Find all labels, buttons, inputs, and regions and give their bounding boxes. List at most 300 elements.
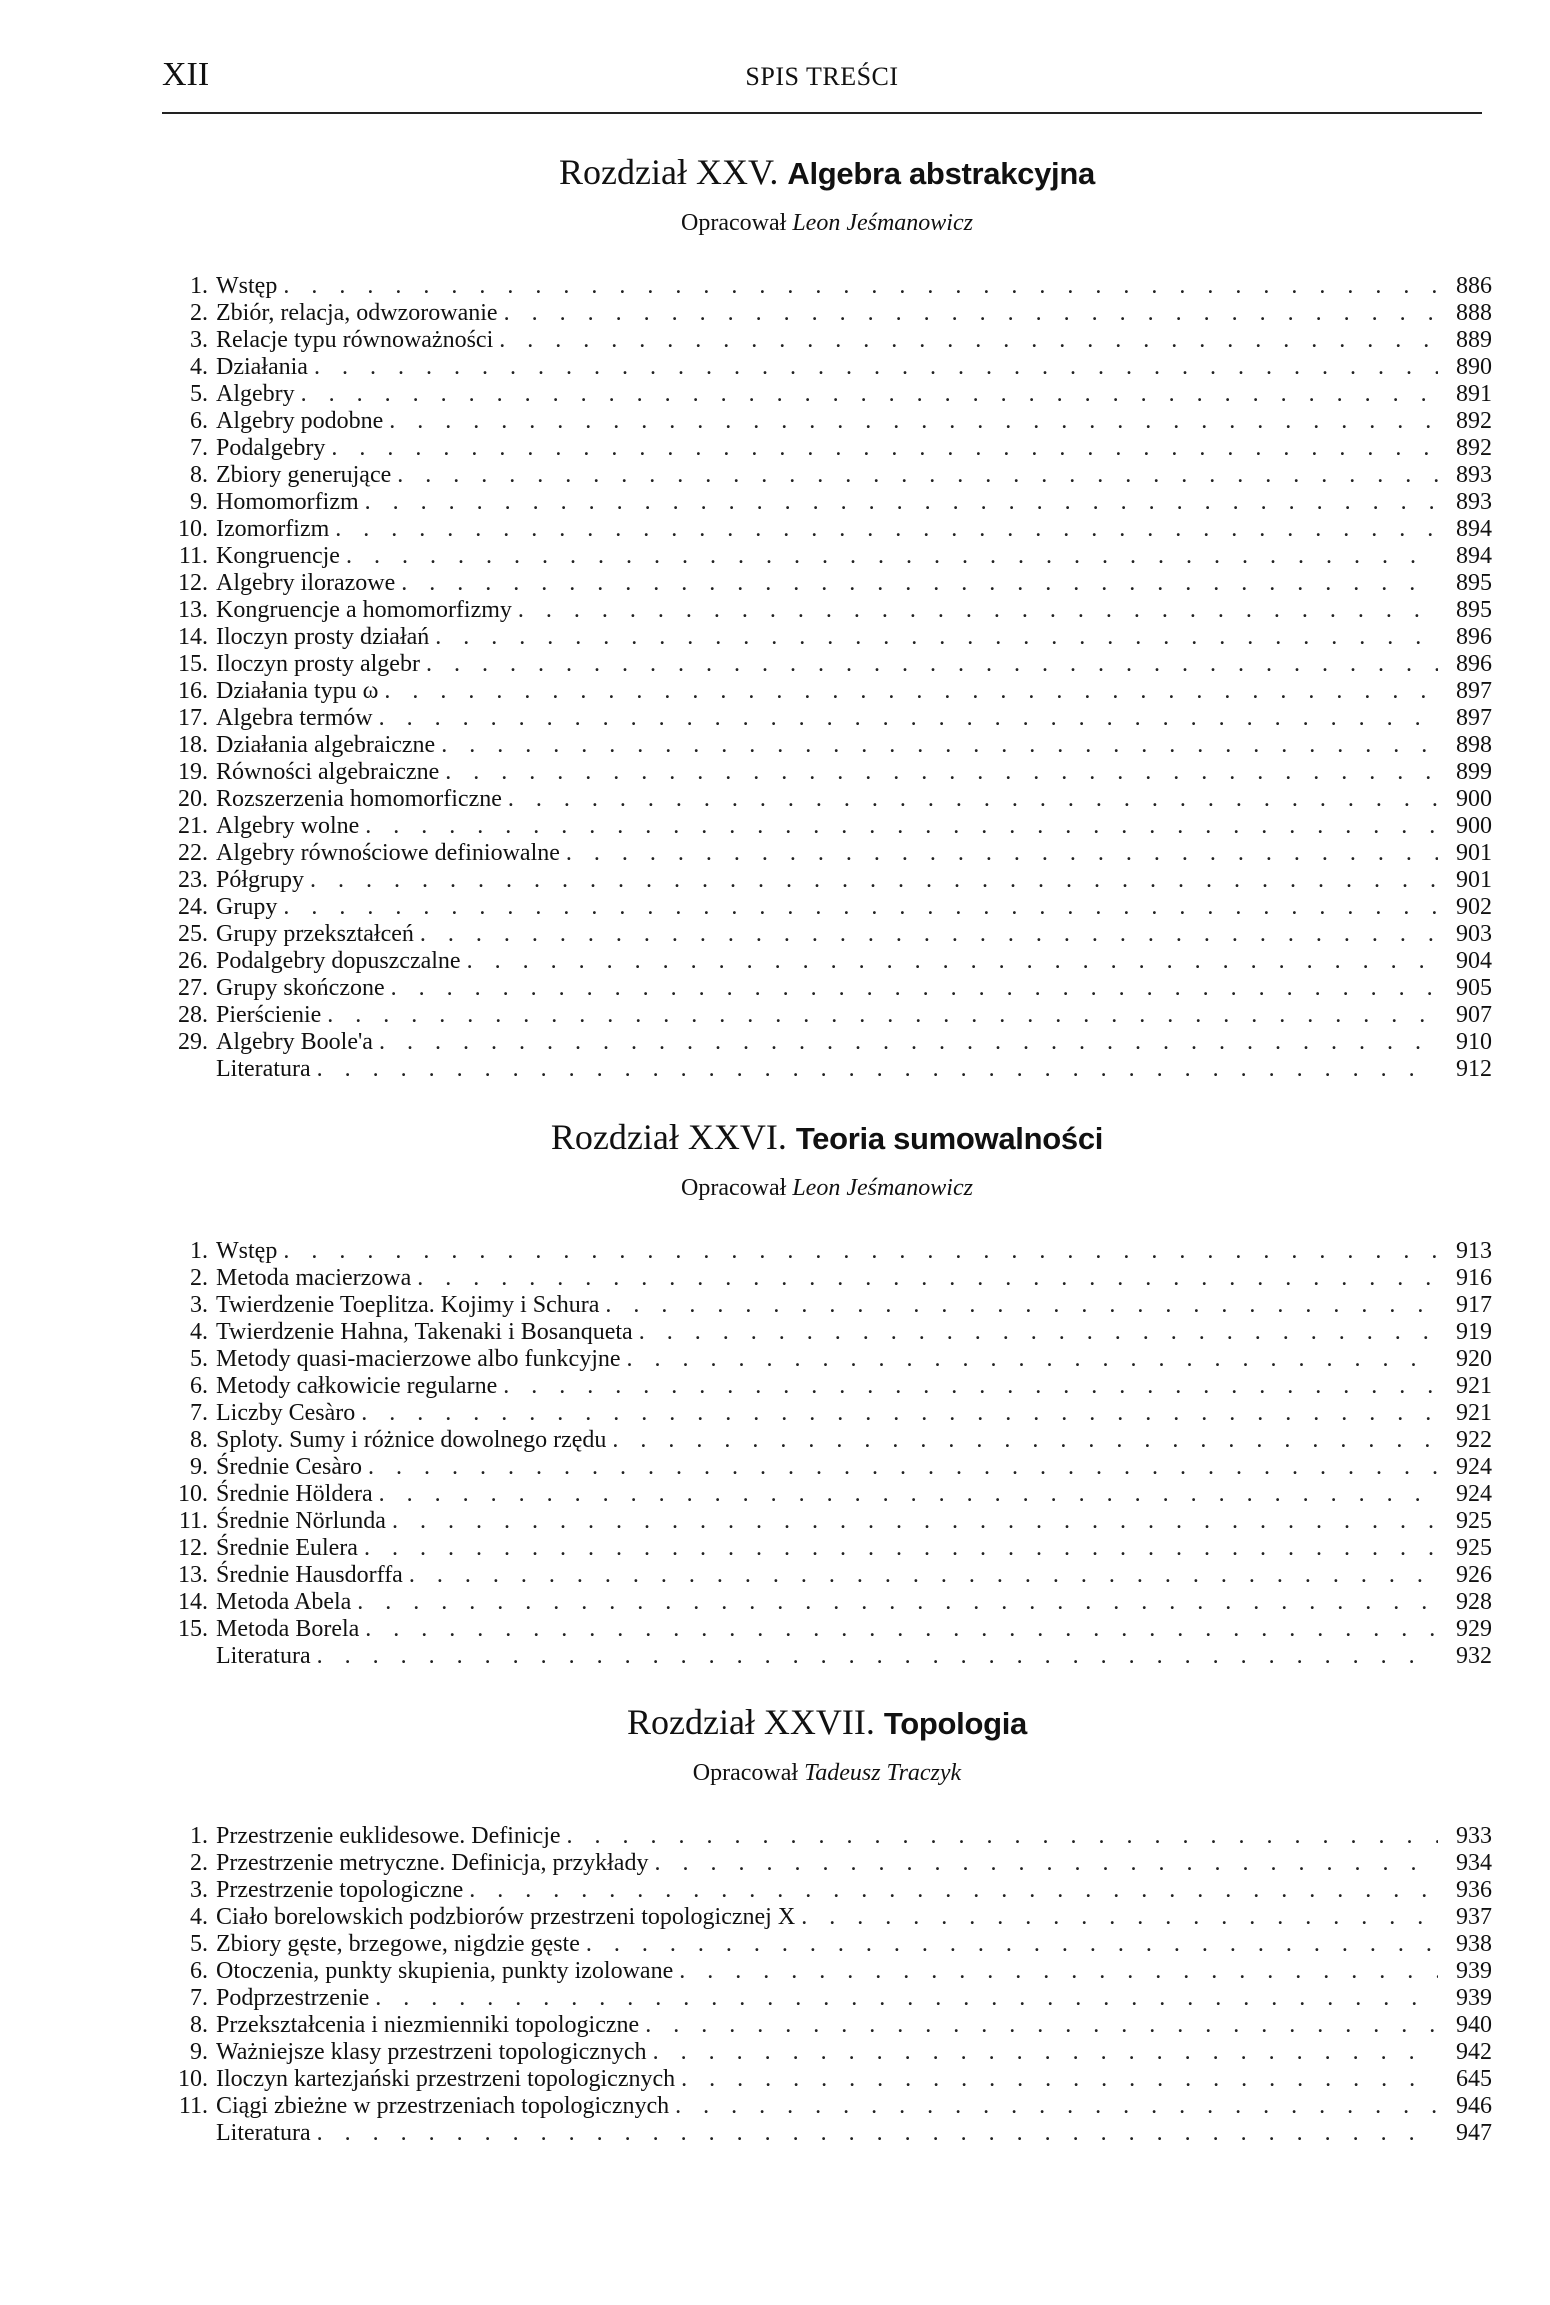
entry-title: Grupy (216, 894, 278, 920)
dot-leader (365, 489, 1438, 516)
entry-number: 26. (178, 948, 208, 974)
toc-entry (162, 1985, 1492, 2012)
toc-entry (162, 1643, 1492, 1670)
toc-entry (162, 894, 1492, 921)
entry-title: Relacje typu równoważności (216, 327, 494, 353)
entry-title: Iloczyn prosty działań (216, 624, 430, 650)
toc-entry (162, 327, 1492, 354)
entry-number: 22. (178, 840, 208, 866)
toc-entry (162, 1616, 1492, 1643)
dot-leader (346, 543, 1438, 570)
entry-title: Izomorfizm (216, 516, 330, 542)
dot-leader (364, 1535, 1438, 1562)
entry-number: 5. (190, 1931, 208, 1957)
author-name: Leon Jeśmanowicz (792, 210, 973, 236)
entry-number: 3. (190, 1877, 208, 1903)
entry-number: 5. (190, 1346, 208, 1372)
entry-title: Średnie Cesàro (216, 1454, 362, 1480)
entry-page: 889 (1456, 327, 1492, 353)
toc-entry (162, 948, 1492, 975)
entry-title: Średnie Eulera (216, 1535, 358, 1561)
entry-page: 892 (1456, 408, 1492, 434)
entry-page: 886 (1456, 273, 1492, 299)
entry-page: 925 (1456, 1535, 1492, 1561)
toc-entry (162, 273, 1492, 300)
dot-leader (283, 1238, 1438, 1265)
chapter-xxv (162, 150, 1492, 1083)
chapter-label: Rozdział XXVII. (626, 1702, 875, 1742)
entry-page: 907 (1456, 1002, 1492, 1028)
dot-leader (331, 435, 1438, 462)
dot-leader (409, 1562, 1438, 1589)
entry-page: 938 (1456, 1931, 1492, 1957)
entry-page: 895 (1456, 597, 1492, 623)
entry-title: Podalgebry dopuszczalne (216, 948, 461, 974)
entry-page: 897 (1456, 705, 1492, 731)
dot-leader (379, 1029, 1438, 1056)
toc-entry (162, 570, 1492, 597)
toc-entry (162, 1931, 1492, 1958)
entry-title: Grupy przekształceń (216, 921, 414, 947)
dot-leader (335, 516, 1438, 543)
entry-title: Ciało borelowskich podzbiorów przestrzeni topologicznej X (216, 1904, 796, 1930)
entry-number: 24. (178, 894, 208, 920)
entry-title: Ciągi zbieżne w przestrzeniach topologicznych (216, 2093, 670, 2119)
dot-leader (417, 1265, 1438, 1292)
entry-number: 2. (190, 1850, 208, 1876)
entry-page: 900 (1456, 813, 1492, 839)
entry-number: 14. (178, 1589, 208, 1615)
toc-entry (162, 1373, 1492, 1400)
entry-number: 12. (178, 570, 208, 596)
toc-entry (162, 1958, 1492, 1985)
toc-entry (162, 1454, 1492, 1481)
toc-entry (162, 516, 1492, 543)
entry-title: Ważniejsze klasy przestrzeni topologicznych (216, 2039, 647, 2065)
dot-leader (310, 867, 1438, 894)
dot-leader (586, 1931, 1438, 1958)
entry-title: Metoda Borela (216, 1616, 360, 1642)
entry-title: Średnie Höldera (216, 1481, 373, 1507)
entry-number: 7. (190, 1400, 208, 1426)
page-header (162, 50, 1482, 114)
dot-leader (379, 1481, 1438, 1508)
dot-leader (504, 300, 1438, 327)
toc-entry (162, 1265, 1492, 1292)
toc-entry (162, 1562, 1492, 1589)
chapter-label: Rozdział XXV. (559, 152, 779, 192)
dot-leader (605, 1292, 1438, 1319)
dot-leader (391, 975, 1438, 1002)
toc-entry (162, 867, 1492, 894)
toc-entry (162, 489, 1492, 516)
entry-title: Zbiory gęste, brzegowe, nigdzie gęste (216, 1931, 580, 1957)
entry-number: 2. (190, 300, 208, 326)
entry-title: Metody całkowicie regularne (216, 1373, 498, 1399)
entry-page: 891 (1456, 381, 1492, 407)
toc-entry (162, 1319, 1492, 1346)
entry-number: 13. (178, 597, 208, 623)
toc-entry (162, 354, 1492, 381)
entry-page: 890 (1456, 354, 1492, 380)
entry-title: Przekształcenia i niezmienniki topologiczne (216, 2012, 640, 2038)
toc-entry (162, 1346, 1492, 1373)
entry-title: Algebry podobne (216, 408, 384, 434)
toc-entry (162, 786, 1492, 813)
dot-leader (675, 2093, 1438, 2120)
entry-title: Średnie Hausdorffa (216, 1562, 403, 1588)
toc-entry (162, 975, 1492, 1002)
entry-page: 933 (1456, 1823, 1492, 1849)
toc-entry (162, 1508, 1492, 1535)
entry-title: Działania typu ω (216, 678, 379, 704)
toc-entry (162, 624, 1492, 651)
dot-leader (401, 570, 1438, 597)
dot-leader (375, 1985, 1438, 2012)
entry-page: 919 (1456, 1319, 1492, 1345)
entry-page: 893 (1456, 462, 1492, 488)
entry-page: 916 (1456, 1265, 1492, 1291)
entry-number: 21. (178, 813, 208, 839)
entry-number: 29. (178, 1029, 208, 1055)
entry-number: 1. (190, 1823, 208, 1849)
toc-entry (162, 759, 1492, 786)
dot-leader (365, 813, 1438, 840)
chapter-title (162, 1700, 1492, 1744)
entry-title: Algebry ilorazowe (216, 570, 396, 596)
entry-page: 925 (1456, 1508, 1492, 1534)
dot-leader (503, 1373, 1438, 1400)
entry-title: Przestrzenie topologiczne (216, 1877, 464, 1903)
entry-title: Metoda Abela (216, 1589, 352, 1615)
entry-number: 15. (178, 1616, 208, 1642)
entry-title: Liczby Cesàro (216, 1400, 356, 1426)
entry-page: 913 (1456, 1238, 1492, 1264)
entry-title: Otoczenia, punkty skupienia, punkty izolowane (216, 1958, 674, 1984)
toc-entry (162, 1823, 1492, 1850)
dot-leader (639, 1319, 1438, 1346)
dot-leader (518, 597, 1438, 624)
entry-number: 10. (178, 516, 208, 542)
entry-number: 6. (190, 1958, 208, 1984)
entry-title: Algebra termów (216, 705, 373, 731)
entry-title: Algebry (216, 381, 295, 407)
entry-page: 922 (1456, 1427, 1492, 1453)
entry-page: 904 (1456, 948, 1492, 974)
dot-leader (679, 1958, 1438, 1985)
entry-title: Pierścienie (216, 1002, 322, 1028)
entry-title: Twierdzenie Toeplitza. Kojimy i Schura (216, 1292, 600, 1318)
chapter-title (162, 1115, 1492, 1159)
dot-leader (317, 2120, 1438, 2147)
entry-title: Sploty. Sumy i różnice dowolnego rzędu (216, 1427, 607, 1453)
toc-entry (162, 1029, 1492, 1056)
entry-number: 8. (190, 2012, 208, 2038)
dot-leader (445, 759, 1438, 786)
toc-entry (162, 813, 1492, 840)
entry-number: 9. (190, 1454, 208, 1480)
entry-page: 924 (1456, 1454, 1492, 1480)
dot-leader (420, 921, 1438, 948)
toc-entry (162, 543, 1492, 570)
entry-number: 4. (190, 1904, 208, 1930)
entry-number: 17. (178, 705, 208, 731)
author-name: Tadeusz Traczyk (804, 1760, 962, 1786)
dot-leader (283, 894, 1438, 921)
toc-entry (162, 1427, 1492, 1454)
dot-leader (314, 354, 1438, 381)
dot-leader (469, 1877, 1438, 1904)
toc-entry (162, 1400, 1492, 1427)
dot-leader (379, 705, 1438, 732)
dot-leader (361, 1400, 1438, 1427)
entry-number: 16. (178, 678, 208, 704)
toc-list (162, 273, 1492, 1083)
dot-leader (801, 1904, 1438, 1931)
entry-page: 888 (1456, 300, 1492, 326)
entry-title: Iloczyn kartezjański przestrzeni topologicznych (216, 2066, 676, 2092)
chapter-name: Algebra abstrakcyjna (787, 156, 1095, 191)
dot-leader (499, 327, 1438, 354)
chapter-title (162, 150, 1492, 194)
dot-leader (301, 381, 1438, 408)
entry-title: Przestrzenie metryczne. Definicja, przykłady (216, 1850, 649, 1876)
dot-leader (397, 462, 1438, 489)
entry-title: Grupy skończone (216, 975, 385, 1001)
author-name: Leon Jeśmanowicz (792, 1175, 973, 1201)
dot-leader (426, 651, 1438, 678)
toc-entry (162, 408, 1492, 435)
entry-title: Twierdzenie Hahna, Takenaki i Bosanqueta (216, 1319, 633, 1345)
toc-list (162, 1238, 1492, 1670)
toc-entry (162, 1292, 1492, 1319)
entry-page: 894 (1456, 543, 1492, 569)
entry-number: 11. (178, 1508, 208, 1534)
entry-title: Algebry równościowe definiowalne (216, 840, 560, 866)
entry-page: 939 (1456, 1958, 1492, 1984)
entry-title: Rozszerzenia homomorficzne (216, 786, 502, 812)
entry-page: 897 (1456, 678, 1492, 704)
entry-number: 1. (190, 273, 208, 299)
entry-title: Iloczyn prosty algebr (216, 651, 420, 677)
entry-page: 934 (1456, 1850, 1492, 1876)
entry-number: 27. (178, 975, 208, 1001)
entry-page: 937 (1456, 1904, 1492, 1930)
toc-entry (162, 2039, 1492, 2066)
entry-title: Kongruencje (216, 543, 340, 569)
entry-number: 12. (178, 1535, 208, 1561)
dot-leader (627, 1346, 1438, 1373)
entry-page: 947 (1456, 2120, 1492, 2146)
entry-number: 15. (178, 651, 208, 677)
chapter-name: Topologia (883, 1706, 1027, 1741)
entry-title: Algebry wolne (216, 813, 360, 839)
entry-number: 6. (190, 408, 208, 434)
entry-title: Podalgebry (216, 435, 326, 461)
entry-number: 18. (178, 732, 208, 758)
dot-leader (508, 786, 1438, 813)
toc-entry (162, 1589, 1492, 1616)
entry-title: Kongruencje a homomorfizmy (216, 597, 512, 623)
entry-title: Zbiory generujące (216, 462, 392, 488)
toc-entry (162, 300, 1492, 327)
chapter-xxvi (162, 1115, 1492, 1670)
entry-number: 4. (190, 354, 208, 380)
entry-number: 19. (178, 759, 208, 785)
entry-page: 940 (1456, 2012, 1492, 2038)
entry-number: 8. (190, 462, 208, 488)
toc-entry (162, 705, 1492, 732)
entry-number: 10. (178, 2066, 208, 2092)
dot-leader (392, 1508, 1438, 1535)
dot-leader (645, 2012, 1438, 2039)
dot-leader (368, 1454, 1438, 1481)
entry-page: 896 (1456, 624, 1492, 650)
entry-number: 6. (190, 1373, 208, 1399)
running-title: SPIS TREŚCI (745, 62, 899, 91)
entry-page: 946 (1456, 2093, 1492, 2119)
dot-leader (357, 1589, 1438, 1616)
entry-number: 28. (178, 1002, 208, 1028)
entry-page: 912 (1456, 1056, 1492, 1082)
dot-leader (317, 1056, 1438, 1083)
dot-leader (327, 1002, 1438, 1029)
entry-number: 2. (190, 1265, 208, 1291)
entry-title: Algebry Boole'a (216, 1029, 373, 1055)
dot-leader (467, 948, 1438, 975)
chapter-author (162, 1758, 1492, 1788)
entry-page: 926 (1456, 1562, 1492, 1588)
entry-title: Homomorfizm (216, 489, 359, 515)
entry-number: 8. (190, 1427, 208, 1453)
toc-entry (162, 597, 1492, 624)
chapter-author (162, 1173, 1492, 1203)
entry-title: Przestrzenie euklidesowe. Definicje (216, 1823, 561, 1849)
dot-leader (365, 1616, 1438, 1643)
entry-number: 11. (178, 2093, 208, 2119)
entry-number: 11. (178, 543, 208, 569)
entry-title: Działania (216, 354, 308, 380)
toc-entry (162, 1238, 1492, 1265)
toc-entry (162, 2066, 1492, 2093)
dot-leader (566, 840, 1438, 867)
entry-title: Metoda macierzowa (216, 1265, 412, 1291)
entry-page: 936 (1456, 1877, 1492, 1903)
toc-entry (162, 1002, 1492, 1029)
entry-page: 924 (1456, 1481, 1492, 1507)
chapter-author (162, 208, 1492, 238)
dot-leader (317, 1643, 1438, 1670)
entry-title: Zbiór, relacja, odwzorowanie (216, 300, 498, 326)
entry-page: 901 (1456, 840, 1492, 866)
entry-number: 9. (190, 489, 208, 515)
chapter-label: Rozdział XXVI. (550, 1117, 787, 1157)
entry-page: 895 (1456, 570, 1492, 596)
entry-title: Literatura (216, 1056, 311, 1082)
entry-title: Wstęp (216, 1238, 278, 1264)
entry-page: 894 (1456, 516, 1492, 542)
entry-page: 905 (1456, 975, 1492, 1001)
entry-page: 898 (1456, 732, 1492, 758)
entry-title: Wstęp (216, 273, 278, 299)
entry-page: 921 (1456, 1373, 1492, 1399)
entry-number: 9. (190, 2039, 208, 2065)
entry-title: Podprzestrzenie (216, 1985, 370, 2011)
entry-page: 917 (1456, 1292, 1492, 1318)
entry-page: 942 (1456, 2039, 1492, 2065)
chapter-xxvii (162, 1700, 1492, 2147)
prepared-by-label: Opracował (692, 1760, 799, 1786)
dot-leader (653, 2039, 1438, 2066)
entry-page: 903 (1456, 921, 1492, 947)
entry-number: 23. (178, 867, 208, 893)
entry-page: 939 (1456, 1985, 1492, 2011)
dot-leader (654, 1850, 1438, 1877)
entry-number: 10. (178, 1481, 208, 1507)
entry-title: Działania algebraiczne (216, 732, 436, 758)
toc-entry (162, 381, 1492, 408)
entry-page: 900 (1456, 786, 1492, 812)
entry-title: Literatura (216, 2120, 311, 2146)
toc-entry (162, 1056, 1492, 1083)
entry-title: Równości algebraiczne (216, 759, 440, 785)
entry-page: 645 (1456, 2066, 1492, 2092)
toc-entry (162, 921, 1492, 948)
toc-entry (162, 651, 1492, 678)
entry-page: 921 (1456, 1400, 1492, 1426)
dot-leader (441, 732, 1438, 759)
dot-leader (612, 1427, 1438, 1454)
dot-leader (283, 273, 1438, 300)
entry-title: Średnie Nörlunda (216, 1508, 386, 1534)
entry-title: Półgrupy (216, 867, 305, 893)
toc-entry (162, 678, 1492, 705)
toc-list (162, 1823, 1492, 2147)
prepared-by-label: Opracował (681, 1175, 787, 1201)
dot-leader (567, 1823, 1438, 1850)
toc-entry (162, 1877, 1492, 1904)
toc-entry (162, 1850, 1492, 1877)
entry-number: 1. (190, 1238, 208, 1264)
prepared-by-label: Opracował (681, 210, 787, 236)
entry-number: 14. (178, 624, 208, 650)
entry-number: 4. (190, 1319, 208, 1345)
toc-entry (162, 462, 1492, 489)
dot-leader (389, 408, 1438, 435)
toc-entry (162, 2012, 1492, 2039)
entry-number: 3. (190, 1292, 208, 1318)
entry-page: 899 (1456, 759, 1492, 785)
entry-number: 13. (178, 1562, 208, 1588)
page-number-roman: XII (162, 56, 210, 93)
entry-page: 901 (1456, 867, 1492, 893)
entry-page: 892 (1456, 435, 1492, 461)
entry-number: 3. (190, 327, 208, 353)
entry-page: 910 (1456, 1029, 1492, 1055)
entry-number: 20. (178, 786, 208, 812)
entry-number: 7. (190, 435, 208, 461)
dot-leader (435, 624, 1438, 651)
toc-entry (162, 435, 1492, 462)
entry-number: 5. (190, 381, 208, 407)
toc-entry (162, 1535, 1492, 1562)
entry-page: 920 (1456, 1346, 1492, 1372)
entry-page: 896 (1456, 651, 1492, 677)
entry-page: 929 (1456, 1616, 1492, 1642)
dot-leader (681, 2066, 1438, 2093)
entry-number: 25. (178, 921, 208, 947)
chapter-name: Teoria sumowalności (795, 1121, 1104, 1156)
